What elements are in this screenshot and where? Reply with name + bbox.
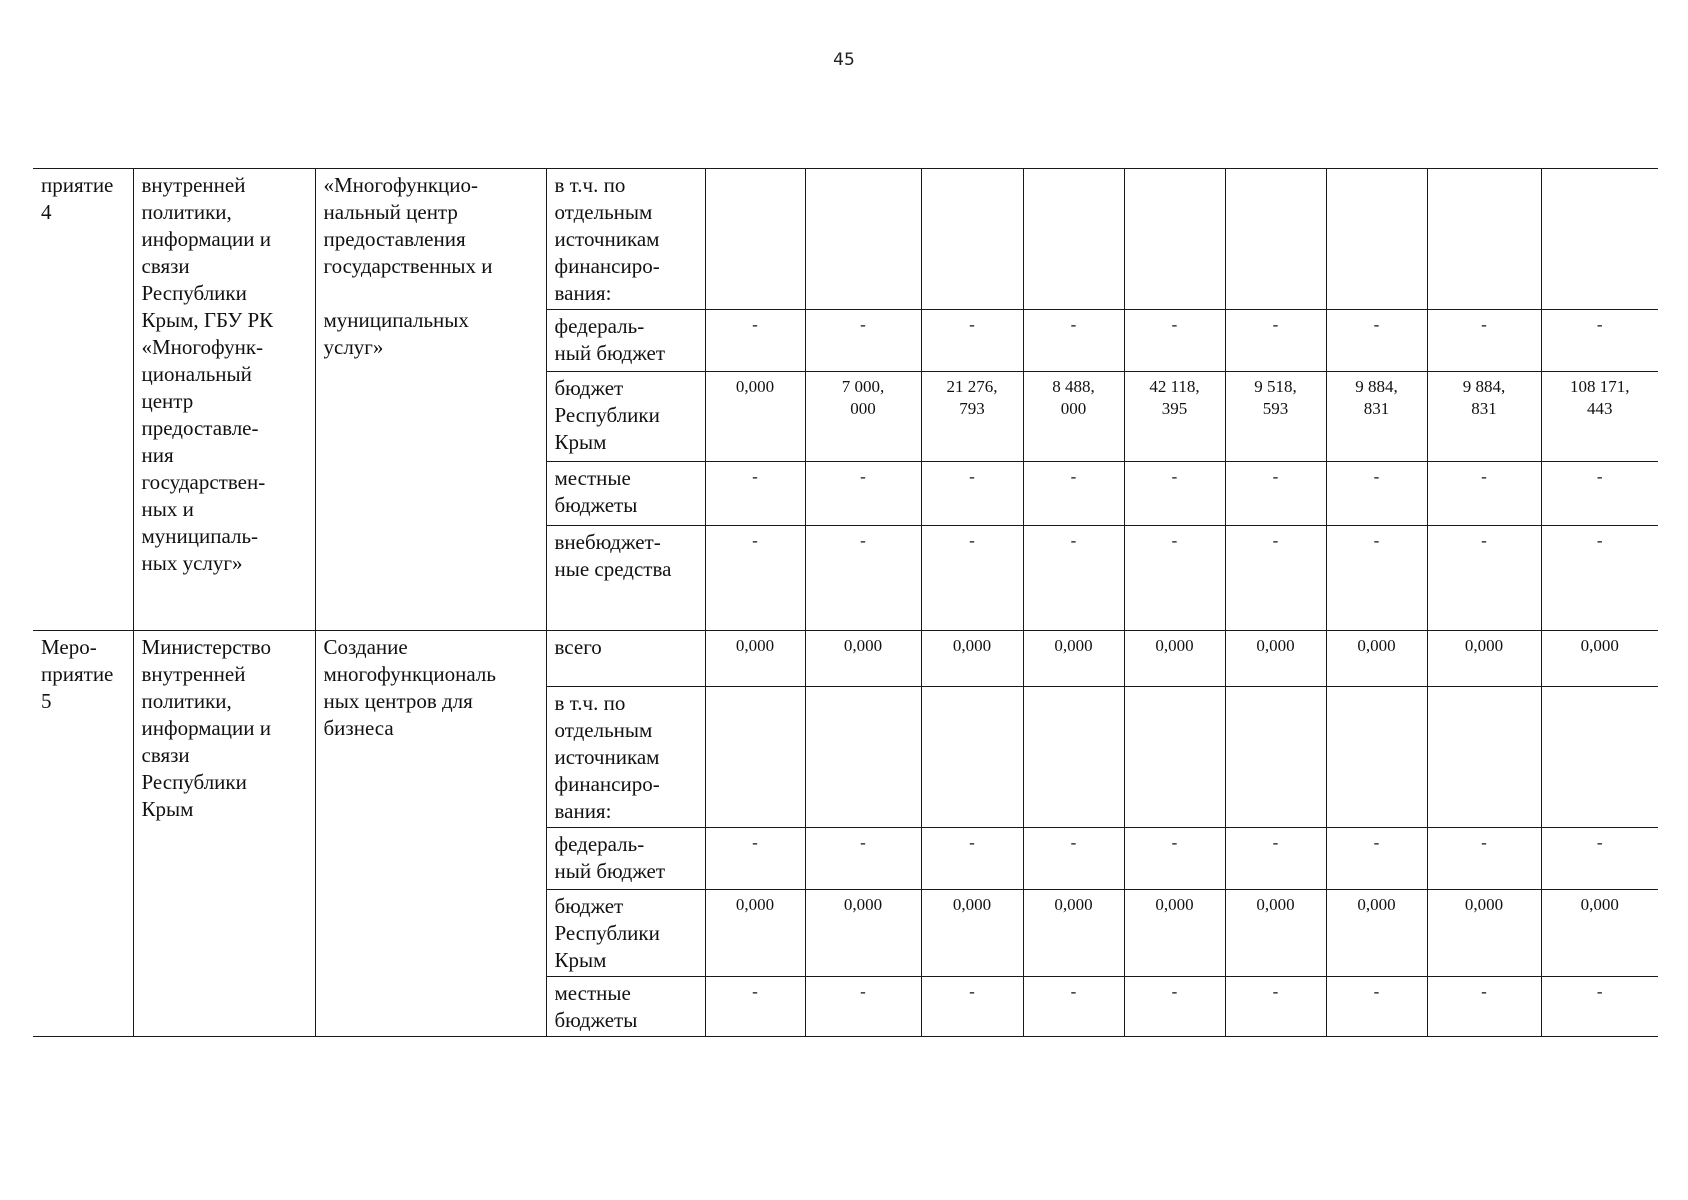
value-cell: - xyxy=(1541,526,1658,631)
source-label: бюджет Республики Крым xyxy=(546,890,705,977)
value-cell: - xyxy=(1427,828,1541,890)
source-label: внебюджет- ные средства xyxy=(546,526,705,631)
executor-cell: Министерство внутренней политики, информации и связи Республики Крым xyxy=(133,631,315,1037)
table-row xyxy=(33,169,1658,310)
value-cell: 0,000 xyxy=(921,631,1023,687)
value-cell: - xyxy=(921,310,1023,372)
budget-table xyxy=(33,168,1658,1037)
value-cell xyxy=(1541,687,1658,828)
value-cell: - xyxy=(1124,310,1225,372)
value-cell xyxy=(805,169,921,310)
value-cell: 0,000 xyxy=(1541,890,1658,977)
value-cell: - xyxy=(1023,310,1124,372)
value-cell: 0,000 xyxy=(1023,631,1124,687)
value-cell: - xyxy=(805,462,921,526)
value-cell: - xyxy=(1124,526,1225,631)
value-cell: - xyxy=(1023,462,1124,526)
value-cell: - xyxy=(705,310,805,372)
value-cell: - xyxy=(1326,977,1427,1037)
value-cell: - xyxy=(1124,828,1225,890)
value-cell: - xyxy=(1023,977,1124,1037)
value-cell: 0,000 xyxy=(1124,890,1225,977)
value-cell: 0,000 xyxy=(921,890,1023,977)
value-cell: - xyxy=(705,828,805,890)
value-cell: 0,000 xyxy=(705,372,805,462)
value-cell: - xyxy=(1225,526,1326,631)
executor-cell: внутренней политики, информации и связи Республики Крым, ГБУ РК «Многофунк- циональный центр предоставле- ния государствен- ных и муниципаль- ных услуг» xyxy=(133,169,315,631)
value-cell: - xyxy=(1326,462,1427,526)
value-cell: - xyxy=(1427,310,1541,372)
table-row xyxy=(33,631,1658,687)
source-label: всего xyxy=(546,631,705,687)
value-cell: - xyxy=(1023,526,1124,631)
value-cell: - xyxy=(705,977,805,1037)
value-cell xyxy=(1225,687,1326,828)
value-cell xyxy=(1124,687,1225,828)
description-cell: «Многофункцио- нальный центр предоставления государственных и муниципальных услуг» xyxy=(315,169,546,631)
source-label: бюджет Республики Крым xyxy=(546,372,705,462)
value-cell: 0,000 xyxy=(1225,890,1326,977)
value-cell xyxy=(805,687,921,828)
value-cell: - xyxy=(705,526,805,631)
value-cell: - xyxy=(1225,828,1326,890)
value-cell: - xyxy=(1023,828,1124,890)
value-cell: - xyxy=(805,828,921,890)
value-cell: 9 884, 831 xyxy=(1427,372,1541,462)
value-cell: 0,000 xyxy=(805,890,921,977)
value-cell xyxy=(1326,687,1427,828)
value-cell: 0,000 xyxy=(1023,890,1124,977)
value-cell: - xyxy=(1225,310,1326,372)
value-cell: - xyxy=(705,462,805,526)
value-cell: 0,000 xyxy=(805,631,921,687)
value-cell: - xyxy=(1427,977,1541,1037)
value-cell: 9 884, 831 xyxy=(1326,372,1427,462)
source-label: в т.ч. по отдельным источникам финансиро- вания: xyxy=(546,687,705,828)
value-cell xyxy=(1225,169,1326,310)
value-cell: - xyxy=(1541,310,1658,372)
value-cell: 0,000 xyxy=(705,890,805,977)
value-cell: 9 518, 593 xyxy=(1225,372,1326,462)
value-cell xyxy=(921,169,1023,310)
value-cell: - xyxy=(1326,828,1427,890)
value-cell: 108 171, 443 xyxy=(1541,372,1658,462)
value-cell: 42 118, 395 xyxy=(1124,372,1225,462)
value-cell: 0,000 xyxy=(1541,631,1658,687)
value-cell: 21 276, 793 xyxy=(921,372,1023,462)
source-label: федераль- ный бюджет xyxy=(546,310,705,372)
value-cell: 0,000 xyxy=(1427,890,1541,977)
source-label: местные бюджеты xyxy=(546,462,705,526)
value-cell: 8 488, 000 xyxy=(1023,372,1124,462)
value-cell: - xyxy=(921,462,1023,526)
value-cell: 0,000 xyxy=(1124,631,1225,687)
value-cell: - xyxy=(1427,462,1541,526)
value-cell: - xyxy=(1225,977,1326,1037)
source-label: местные бюджеты xyxy=(546,977,705,1037)
value-cell xyxy=(705,687,805,828)
value-cell xyxy=(1023,169,1124,310)
value-cell: - xyxy=(1326,310,1427,372)
page-number: 45 xyxy=(833,50,855,70)
value-cell xyxy=(1541,169,1658,310)
value-cell: - xyxy=(805,977,921,1037)
value-cell: - xyxy=(1541,828,1658,890)
value-cell xyxy=(705,169,805,310)
value-cell xyxy=(1427,687,1541,828)
value-cell: - xyxy=(921,828,1023,890)
description-cell: Создание многофункциональ ных центров для бизнеса xyxy=(315,631,546,1037)
value-cell xyxy=(1124,169,1225,310)
value-cell xyxy=(921,687,1023,828)
value-cell: - xyxy=(1326,526,1427,631)
source-label: федераль- ный бюджет xyxy=(546,828,705,890)
value-cell: 0,000 xyxy=(1427,631,1541,687)
value-cell: - xyxy=(805,310,921,372)
value-cell xyxy=(1326,169,1427,310)
value-cell: 0,000 xyxy=(1326,890,1427,977)
value-cell xyxy=(1427,169,1541,310)
value-cell: - xyxy=(1541,977,1658,1037)
value-cell: 7 000, 000 xyxy=(805,372,921,462)
measure-cell: приятие 4 xyxy=(33,169,133,631)
source-label: в т.ч. по отдельным источникам финансиро- вания: xyxy=(546,169,705,310)
value-cell: - xyxy=(1427,526,1541,631)
value-cell: - xyxy=(921,526,1023,631)
value-cell: - xyxy=(1225,462,1326,526)
value-cell: 0,000 xyxy=(1326,631,1427,687)
value-cell: - xyxy=(805,526,921,631)
value-cell: - xyxy=(921,977,1023,1037)
measure-cell: Меро- приятие 5 xyxy=(33,631,133,1037)
value-cell: 0,000 xyxy=(705,631,805,687)
value-cell: 0,000 xyxy=(1225,631,1326,687)
value-cell: - xyxy=(1541,462,1658,526)
value-cell xyxy=(1023,687,1124,828)
value-cell: - xyxy=(1124,977,1225,1037)
value-cell: - xyxy=(1124,462,1225,526)
